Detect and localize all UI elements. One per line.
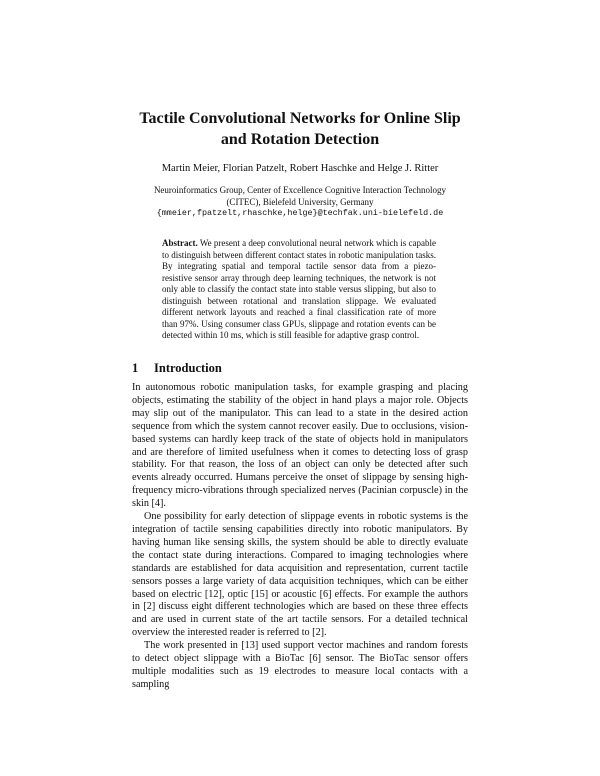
paragraph: The work presented in [13] used support vector machines and random forests to detect object slippage with a BioTac [6] sensor. The BioTac sensor offers multiple modalities such as 19 electrodes to measure local contacts with a sampling (132, 640, 468, 690)
title-line-1: Tactile Convolutional Networks for Online Slip (139, 110, 461, 127)
section-title: Introduction (154, 361, 222, 375)
paper-title (100, 108, 500, 150)
author-emails: {mmeier,fpatzelt,rhaschke,helge}@techfak.uni-bielefeld.de (156, 208, 444, 218)
paragraph: In autonomous robotic manipulation tasks, for example grasping and placing objects, estimating the stability of the object in hand plays a major role. Objects may slip out of the manipulator. This can lead to a state in the desired action sequence from which the system cannot recover easily. Due to occlusions, vision-based systems can hardly keep track of the state of objects hold in manipulators and are therefore of limited usefulness when it comes to detecting loss of grasp stability. For that reason, the loss of an object can only be detected after such events already occurred. Humans perceive the onset of slippage by sensing high-frequency micro-vibrations through specialized nerves (Pacinian corpuscle) in the skin [4]. (132, 382, 468, 510)
section-heading (132, 360, 222, 376)
title-line-2: and Rotation Detection (220, 131, 380, 148)
affiliation-line-1: Neuroinformatics Group, Center of Excellence Cognitive Interaction Technology (153, 185, 447, 195)
affiliation-block (100, 185, 500, 220)
section-number: 1 (132, 361, 139, 375)
affiliation-line-2: (CITEC), Bielefeld University, Germany (226, 196, 374, 207)
paragraph: One possibility for early detection of slippage events in robotic systems is the integration of tactile sensing capabilities directly into robotic manipulators. By having human like sensing skills, the system should be able to directly evaluate the contact state during interactions. Compared to imaging technologies where standards are established for data acquisition and representation, current tactile sensors posses a large variety of data acquisition techniques, which can be either based on electric [12], optic [15] or acoustic [6] effects. For example the authors in [2] discuss eight different technologies which are based on these three effects and are used in current state of the art tactile sensors. For a detailed technical overview the interested reader is referred to [2]. (132, 511, 468, 639)
body-text (132, 382, 468, 692)
abstract-label: Abstract. (162, 238, 198, 248)
author-list: Martin Meier, Florian Patzelt, Robert Haschke and Helge J. Ritter (161, 163, 439, 174)
abstract-text: We present a deep convolutional neural network which is capable to distinguish between different contact states in robotic manipulation tasks. By integrating spatial and temporal tactile sensor data from a piezo-resistive sensor array through deep learning techniques, the network is not only able to classify the contact state into stable versus slipping, but also to distinguish between rotational and translation slippage. We evaluated different network layouts and reached a final classification rate of more than 97%. Using consumer class GPUs, slippage and rotation events can be detected within 10 ms, which is still feasible for adaptive grasp control. (162, 238, 436, 340)
abstract (162, 238, 436, 342)
